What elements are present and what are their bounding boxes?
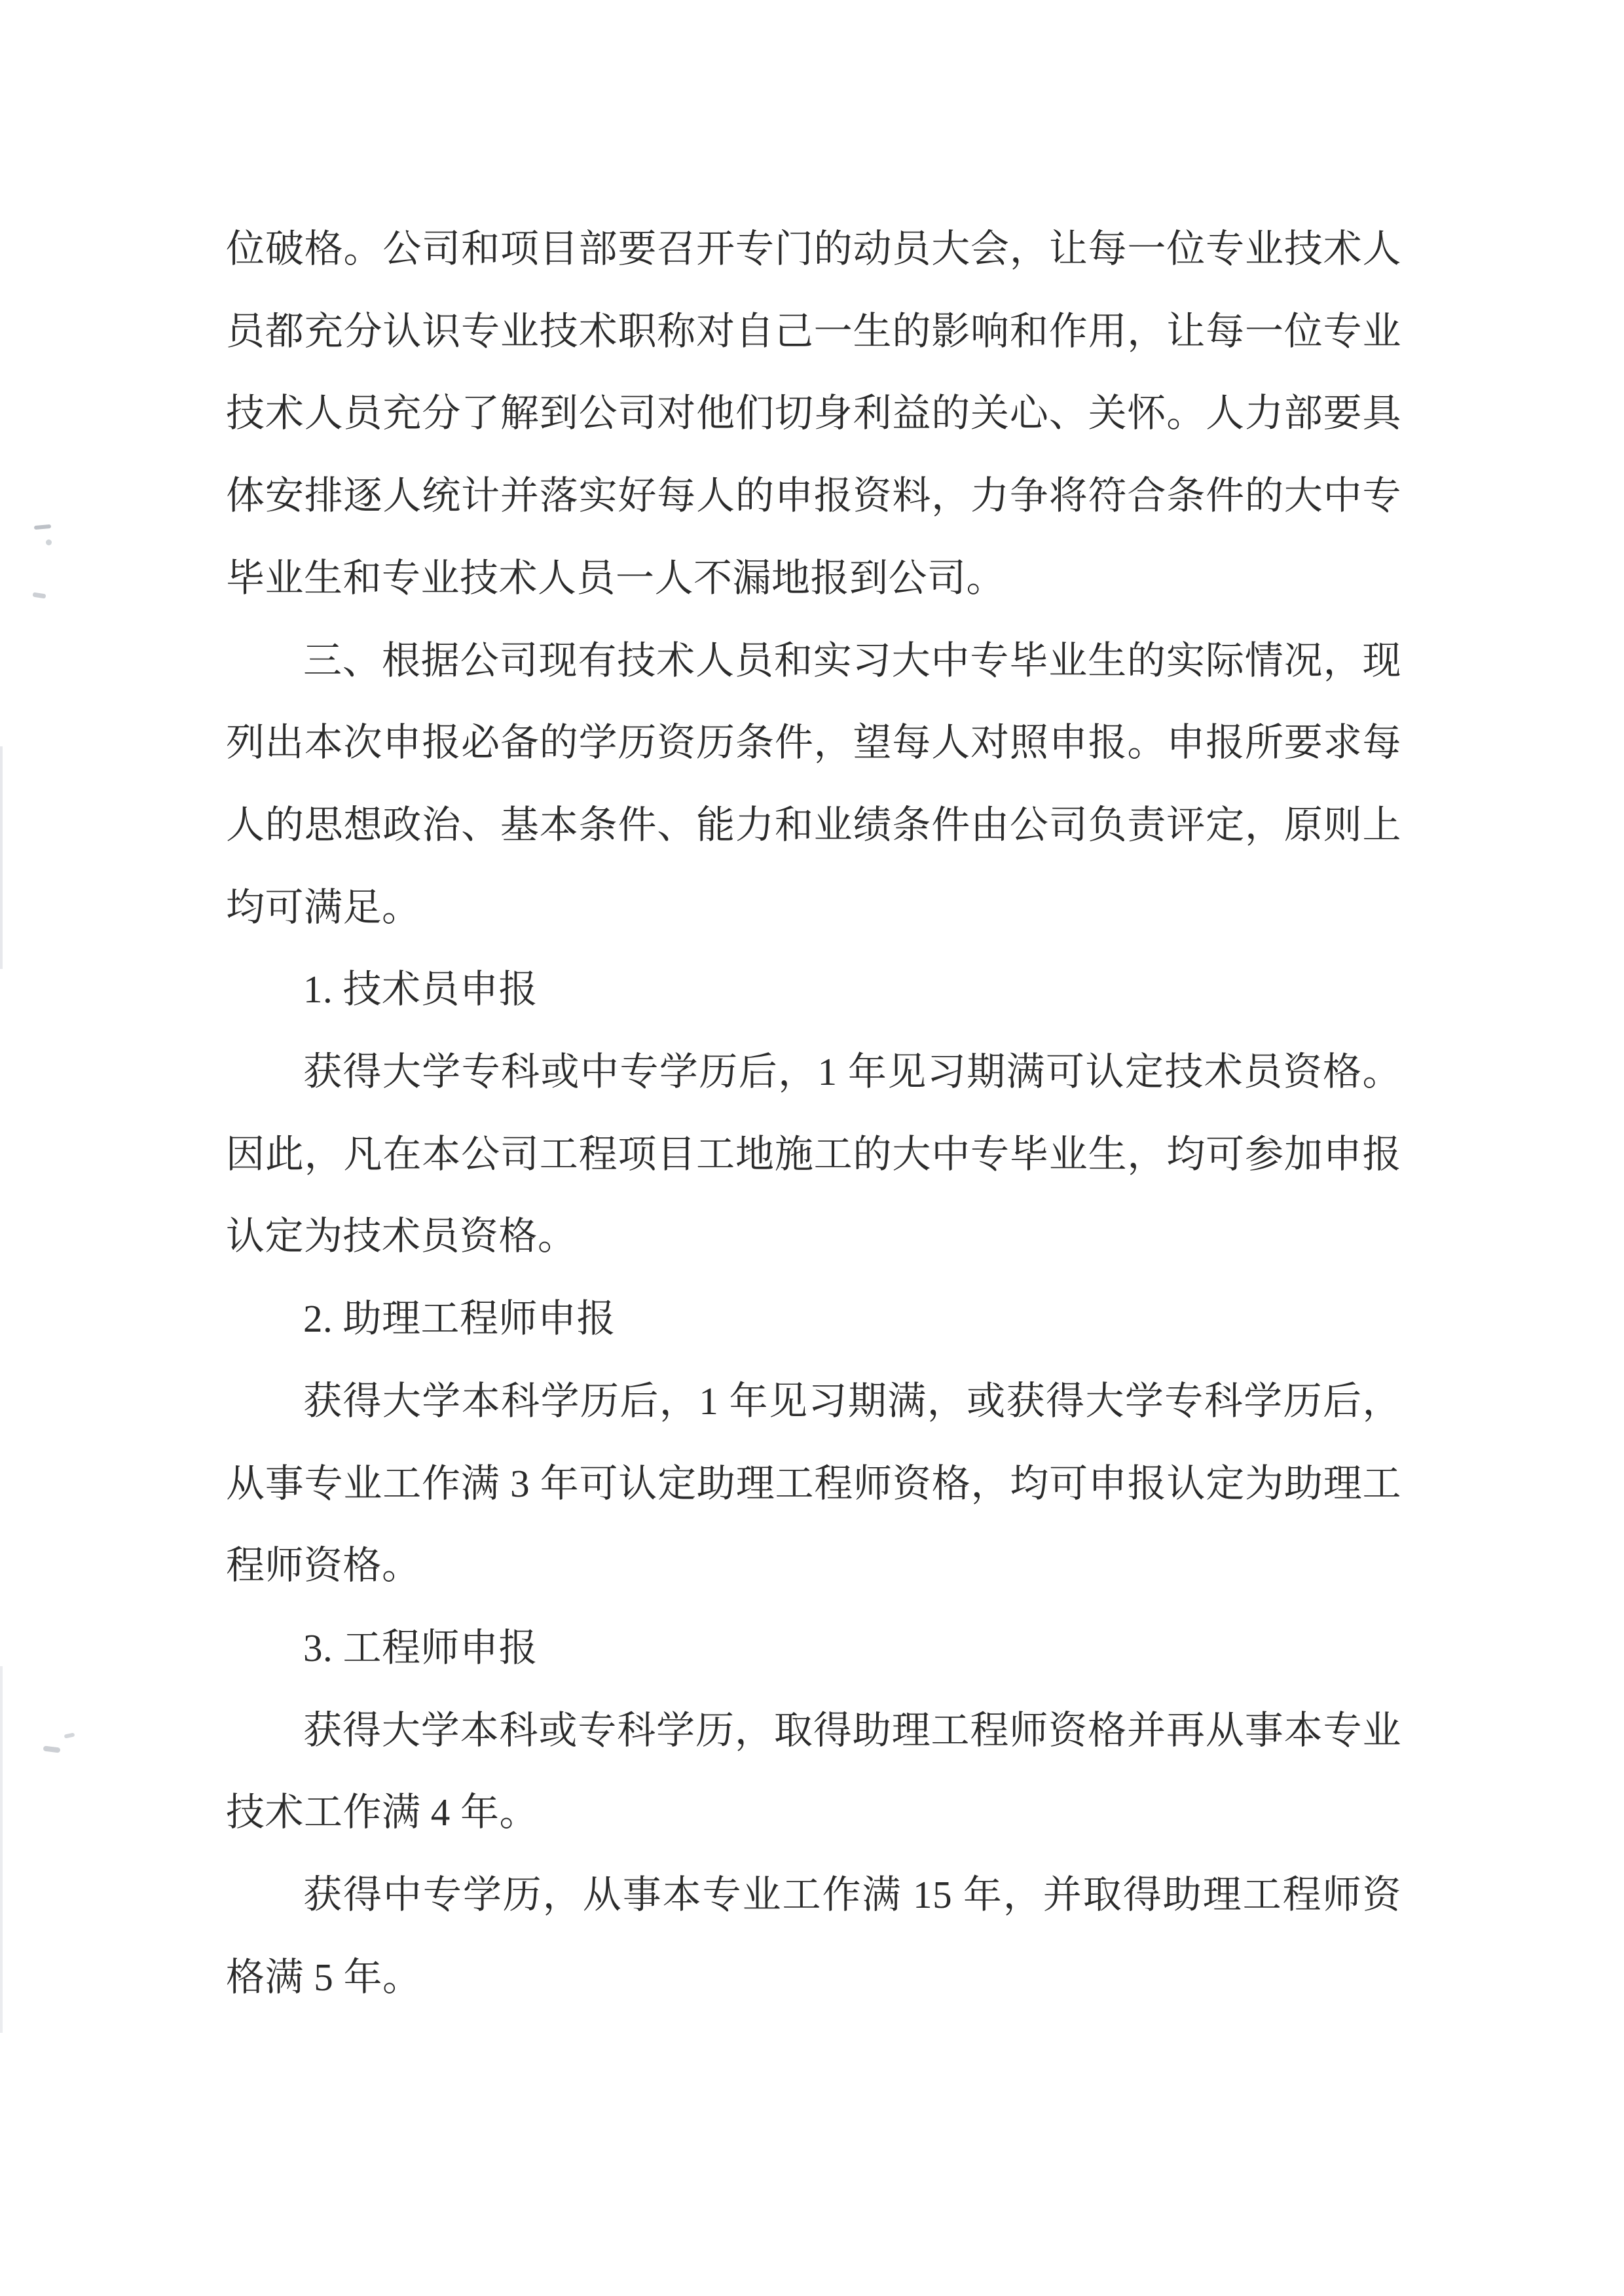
text-line: 体安排逐人统计并落实好每人的申报资料，力争将符合条件的大中专 [226, 474, 1401, 518]
text-line: 位破格。公司和项目部要召开专门的动员大会，让每一位专业技术人 [226, 227, 1401, 270]
text-line: 技术工作满 4 年。 [226, 1791, 539, 1834]
scan-streak [0, 746, 3, 969]
text-line: 获得中专学历，从事本专业工作满 15 年，并取得助理工程师资 [303, 1873, 1401, 1917]
pencil-mark [34, 524, 51, 530]
text-line-section-3: 三、根据公司现有技术人员和实习大中专毕业生的实际情况，现 [303, 638, 1401, 682]
pencil-mark [64, 1732, 75, 1738]
scan-streak [0, 1666, 3, 2033]
text-line: 列出本次申报必备的学历资历条件，望每人对照申报。申报所要求每 [226, 721, 1401, 765]
text-line: 认定为技术员资格。 [226, 1214, 577, 1258]
text-line: 程师资格。 [226, 1544, 421, 1588]
pencil-mark [46, 539, 52, 545]
heading-item-2: 2. 助理工程师申报 [303, 1297, 616, 1341]
text-line: 毕业生和专业技术人员一人不漏地报到公司。 [226, 556, 1006, 600]
heading-item-1: 1. 技术员申报 [303, 968, 538, 1011]
text-line: 因此，凡在本公司工程项目工地施工的大中专毕业生，均可参加申报 [226, 1132, 1401, 1176]
heading-item-3: 3. 工程师申报 [303, 1626, 538, 1669]
document-text [226, 208, 1401, 2018]
text-line: 技术人员充分了解到公司对他们切身利益的关心、关怀。人力部要具 [226, 392, 1401, 435]
text-line: 获得大学本科或专科学历，取得助理工程师资格并再从事本专业 [303, 1708, 1401, 1752]
pencil-mark [33, 592, 46, 598]
text-line: 获得大学本科学历后，1 年见习期满，或获得大学专科学历后， [303, 1379, 1401, 1423]
text-line: 从事专业工作满 3 年可认定助理工程师资格，均可申报认定为助理工 [226, 1461, 1401, 1505]
pencil-mark [43, 1745, 61, 1753]
text-line: 获得大学专科或中专学历后，1 年见习期满可认定技术员资格。 [303, 1050, 1401, 1094]
text-line: 人的思想政治、基本条件、能力和业绩条件由公司负责评定，原则上 [226, 803, 1401, 847]
text-line: 均可满足。 [226, 885, 421, 929]
text-line: 员都充分认识专业技术职称对自己一生的影响和作用，让每一位专业 [226, 309, 1401, 353]
text-line: 格满 5 年。 [226, 1955, 422, 1999]
